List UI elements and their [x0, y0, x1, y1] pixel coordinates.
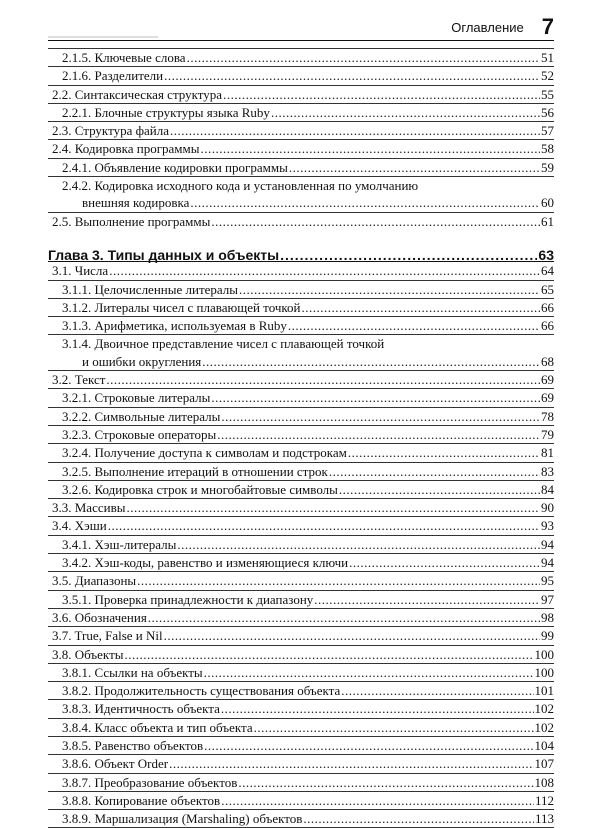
toc-page-number: 104 [534, 737, 554, 753]
toc-entry [48, 480, 554, 498]
toc-page-number: 66 [541, 318, 554, 334]
dot-leader [238, 774, 533, 791]
toc-entry-title: 3.2.4. Получение доступа к символам и подстрокам [62, 445, 347, 461]
toc-entry [48, 261, 554, 279]
toc-chapter [48, 244, 554, 261]
toc-entry-title: 3.8.8. Копирование объектов [62, 792, 221, 808]
dot-leader [303, 810, 534, 827]
toc-page-number: 100 [534, 646, 554, 662]
dot-leader [148, 609, 540, 626]
toc-entry-title: 3.8.6. Объект Order [62, 756, 169, 772]
toc-entry [48, 121, 554, 139]
toc-entry-title: 3.1.4. Двоичное представление чисел с плавающей точкой [62, 336, 385, 352]
toc-page-number: 78 [541, 408, 554, 424]
toc-entry-title: 3.8.9. Маршализация (Marshaling) объектов [62, 811, 303, 827]
toc-entry [48, 407, 554, 425]
toc-page-number: 112 [534, 792, 554, 808]
toc-entry [48, 158, 554, 176]
dot-leader [221, 700, 534, 717]
toc-page-number: 61 [541, 213, 554, 229]
toc-entry [48, 553, 554, 571]
toc-entry-title: 3.1. Числа [52, 263, 109, 279]
toc-entry-title: 3.6. Обозначения [52, 609, 147, 625]
dot-leader [170, 122, 540, 139]
dot-leader [164, 627, 540, 644]
dot-leader [202, 353, 540, 370]
toc-entry-title: 3.8.4. Класс объекта и тип объекта [62, 719, 253, 735]
toc-page-number: 94 [541, 555, 554, 571]
toc-page-number: 60 [541, 195, 554, 211]
toc-page-number: 84 [541, 481, 554, 497]
toc-page-number: 56 [541, 104, 554, 120]
toc-page-number: 102 [534, 701, 554, 717]
toc-entry-title: 3.8.3. Идентичность объекта [62, 701, 220, 717]
toc-entry [48, 425, 554, 443]
toc-entry-title: 2.4.2. Кодировка исходного кода и установленная по умолчанию [62, 178, 419, 194]
toc-page-number: 69 [541, 372, 554, 388]
toc-page-number: 113 [534, 811, 554, 827]
toc-entry [48, 66, 554, 84]
toc-entry [48, 139, 554, 157]
toc-entry [48, 718, 554, 736]
toc-entry [48, 608, 554, 626]
toc-page-number: 95 [541, 573, 554, 589]
toc-page-number: 69 [541, 390, 554, 406]
toc-entry-title: 3.4. Хэши [52, 518, 107, 534]
toc-entry [48, 590, 554, 608]
toc-page-number: 63 [538, 246, 554, 263]
toc-entry-title-continued: внешняя кодировка [82, 195, 190, 211]
toc-page-number: 51 [541, 50, 554, 65]
toc-entry-title: 3.8.1. Ссылки на объекты [62, 664, 203, 680]
dot-leader [211, 389, 540, 406]
dot-leader [223, 86, 540, 103]
dot-leader [124, 646, 533, 663]
toc-entry-title: 2.3. Структура файла [52, 123, 169, 139]
toc-entry [48, 645, 554, 663]
header-rule [48, 40, 554, 41]
toc-page-number: 66 [541, 299, 554, 315]
page-number: 7 [541, 14, 554, 39]
toc-entry [48, 736, 554, 754]
toc-entry [48, 699, 554, 717]
toc-entry [48, 498, 554, 516]
toc-entry-title: 2.4.1. Объявление кодировки программы [62, 159, 288, 175]
dot-leader [190, 194, 540, 211]
dot-leader [221, 408, 540, 425]
toc-entry [48, 663, 554, 681]
toc-entry [48, 334, 554, 370]
dot-leader [221, 792, 534, 809]
dot-leader [164, 67, 540, 84]
toc-entry-title: 3.2.2. Символьные литералы [62, 408, 221, 424]
dot-leader [314, 591, 540, 608]
toc-entry [48, 535, 554, 553]
dot-leader [201, 140, 541, 157]
toc-entry [48, 85, 554, 103]
toc-page-number: 59 [541, 159, 554, 175]
dot-leader [341, 682, 533, 699]
toc-page-number: 65 [541, 281, 554, 297]
table-of-contents [48, 48, 554, 828]
toc-page-number: 107 [534, 756, 554, 772]
toc-entry [48, 443, 554, 461]
toc-entry-title: 3.2. Текст [52, 372, 106, 388]
dot-leader [211, 213, 540, 230]
toc-entry [48, 212, 554, 230]
header-faint-rule [48, 36, 158, 38]
toc-page-number: 94 [541, 536, 554, 552]
dot-leader [169, 755, 533, 772]
dot-leader [177, 536, 540, 553]
toc-entry-title: 3.8.2. Продолжительность существования объекта [62, 683, 341, 699]
dot-leader [302, 299, 540, 316]
dot-leader [217, 426, 540, 443]
toc-entry [48, 103, 554, 121]
toc-entry-title: 3.8. Объекты [52, 646, 124, 662]
toc-page-number: 58 [541, 141, 554, 157]
toc-entry [48, 316, 554, 334]
toc-page-number: 102 [534, 719, 554, 735]
toc-entry [48, 681, 554, 699]
toc-entry [48, 176, 554, 212]
toc-entry-title: 2.2. Синтаксическая структура [52, 86, 223, 102]
toc-entry [48, 571, 554, 589]
toc-entry [48, 298, 554, 316]
dot-leader [348, 444, 540, 461]
toc-entry-title: 2.1.5. Ключевые слова [62, 50, 186, 65]
toc-page-number: 98 [541, 609, 554, 625]
toc-page-number: 55 [541, 86, 554, 102]
toc-entry-title: 3.4.1. Хэш-литералы [62, 536, 177, 552]
toc-entry [48, 280, 554, 298]
dot-leader [187, 49, 540, 66]
toc-page-number: 64 [541, 263, 554, 279]
toc-entry-title: 3.8.7. Преобразование объектов [62, 774, 238, 790]
toc-page-number: 99 [541, 628, 554, 644]
dot-leader [288, 317, 540, 334]
toc-entry-title: 3.2.3. Строковые операторы [62, 426, 217, 442]
dot-leader [329, 463, 540, 480]
toc-entry-title: 3.1.2. Литералы чисел с плавающей точкой [62, 299, 301, 315]
toc-entry [48, 773, 554, 791]
dot-leader [289, 159, 540, 176]
toc-entry-title: 3.2.1. Строковые литералы [62, 390, 211, 406]
toc-page-number: 68 [541, 353, 554, 369]
dot-leader [204, 664, 534, 681]
toc-page-number: 90 [541, 500, 554, 516]
toc-page-number: 81 [541, 445, 554, 461]
toc-entry-title: 3.3. Массивы [52, 500, 126, 516]
toc-page-number: 93 [541, 518, 554, 534]
dot-leader [349, 554, 540, 571]
toc-entry-title: 2.2.1. Блочные структуры языка Ruby [62, 104, 270, 120]
dot-leader [106, 371, 540, 388]
toc-entry [48, 754, 554, 772]
toc-entry-title: 2.1.6. Разделители [62, 68, 164, 84]
running-title: Оглавление [451, 20, 524, 35]
toc-entry-title: 2.5. Выполнение программы [52, 213, 211, 229]
toc-page-number: 97 [541, 591, 554, 607]
toc-entry [48, 370, 554, 388]
toc-page-number: 52 [541, 68, 554, 84]
dot-leader [204, 737, 533, 754]
page-header [48, 12, 554, 38]
dot-leader [109, 262, 540, 279]
toc-page-number: 79 [541, 426, 554, 442]
toc-page-number: 101 [534, 683, 554, 699]
toc-entry-title-continued: и ошибки округления [82, 353, 202, 369]
toc-entry-title: 3.1.1. Целочисленные литералы [62, 281, 239, 297]
dot-leader [137, 572, 540, 589]
toc-entry [48, 48, 554, 66]
toc-entry-title: 3.1.3. Арифметика, используемая в Ruby [62, 318, 287, 334]
toc-entry-title: 3.5. Диапазоны [52, 573, 137, 589]
toc-entry [48, 626, 554, 644]
dot-leader [339, 481, 540, 498]
toc-entry-title: 3.4.2. Хэш-коды, равенство и изменяющиеся ключи [62, 555, 349, 571]
dot-leader [108, 517, 540, 534]
dot-leader [271, 104, 540, 121]
toc-entry-title: 2.4. Кодировка программы [52, 141, 200, 157]
toc-entry-title: 3.7. True, False и Nil [52, 628, 163, 644]
toc-page-number: 83 [541, 463, 554, 479]
dot-leader [254, 719, 534, 736]
toc-entry-title: 3.2.6. Кодировка строк и многобайтовые символы [62, 481, 338, 497]
toc-entry [48, 809, 554, 828]
toc-entry-title: 3.2.5. Выполнение итераций в отношении строк [62, 463, 328, 479]
toc-entry [48, 388, 554, 406]
toc-page-number: 108 [534, 774, 554, 790]
toc-entry-title: 3.5.1. Проверка принадлежности к диапазону [62, 591, 314, 607]
dot-leader [239, 281, 540, 298]
toc-page-number: 100 [534, 664, 554, 680]
toc-entry [48, 462, 554, 480]
toc-page-number: 57 [541, 123, 554, 139]
toc-entry [48, 791, 554, 809]
toc-entry [48, 516, 554, 534]
toc-entry-title: 3.8.5. Равенство объектов [62, 737, 204, 753]
toc-entry-title: Глава 3. Типы данных и объекты [48, 246, 280, 263]
dot-leader [126, 499, 540, 516]
